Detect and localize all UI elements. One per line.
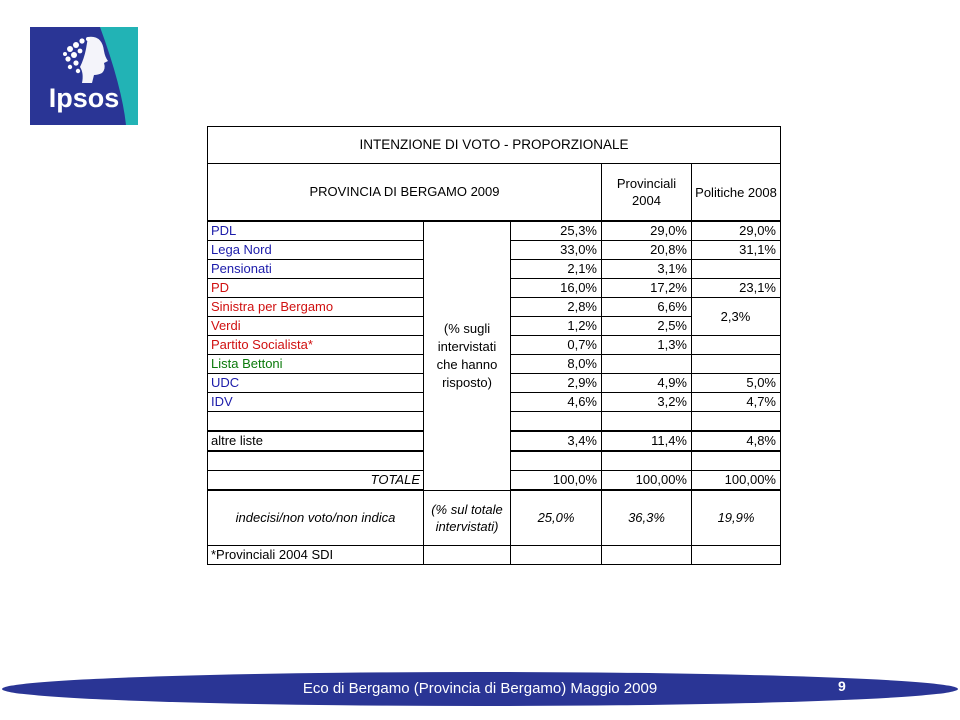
- empty-cell: [511, 546, 602, 565]
- party-name: Lista Bettoni: [208, 355, 424, 374]
- party-name: [208, 412, 424, 432]
- vote-intention-table: [207, 126, 781, 565]
- value-2009: 2,1%: [511, 260, 602, 279]
- value-2009: 4,6%: [511, 393, 602, 412]
- value-2009: 100,0%: [511, 471, 602, 491]
- value-2008: 31,1%: [692, 241, 781, 260]
- value-2008: 5,0%: [692, 374, 781, 393]
- party-name: Sinistra per Bergamo: [208, 298, 424, 317]
- value-2004: [602, 412, 692, 432]
- ipsos-logo: [30, 27, 138, 125]
- value-2008: 19,9%: [692, 490, 781, 546]
- value-2009: 3,4%: [511, 431, 602, 451]
- table-row-undecided: [208, 490, 781, 546]
- value-2009: 0,7%: [511, 336, 602, 355]
- col-header-politiche: Politiche 2008: [692, 164, 781, 222]
- total-label: TOTALE: [208, 471, 424, 491]
- empty-cell: [602, 546, 692, 565]
- value-2009: 33,0%: [511, 241, 602, 260]
- value-2009: [511, 451, 602, 471]
- response-note: (% sugli intervistati che hanno risposto): [424, 221, 511, 490]
- value-2004: 36,3%: [602, 490, 692, 546]
- value-2004: 6,6%: [602, 298, 692, 317]
- logo-text: Ipsos: [48, 83, 120, 113]
- value-2009: 25,3%: [511, 221, 602, 241]
- footer-text: Eco di Bergamo (Provincia di Bergamo) Maggio 2009: [302, 680, 658, 697]
- value-2008: 4,7%: [692, 393, 781, 412]
- party-name: PD: [208, 279, 424, 298]
- col-header-provinciali: Provinciali 2004: [602, 164, 692, 222]
- value-2009: [511, 412, 602, 432]
- table-row-footnote: [208, 546, 781, 565]
- party-name: PDL: [208, 221, 424, 241]
- party-name: [208, 451, 424, 471]
- value-2009: 1,2%: [511, 317, 602, 336]
- value-2009: 2,9%: [511, 374, 602, 393]
- value-2004: 3,1%: [602, 260, 692, 279]
- value-2008: 100,00%: [692, 471, 781, 491]
- value-2004: 1,3%: [602, 336, 692, 355]
- empty-cell: [424, 546, 511, 565]
- value-2008: [692, 336, 781, 355]
- party-name: Partito Socialista*: [208, 336, 424, 355]
- value-2004: [602, 451, 692, 471]
- value-2004: 20,8%: [602, 241, 692, 260]
- undecided-note: (% sul totale intervistati): [424, 490, 511, 546]
- party-name: Verdi: [208, 317, 424, 336]
- party-name: Pensionati: [208, 260, 424, 279]
- footnote: *Provinciali 2004 SDI: [208, 546, 424, 565]
- value-2009: 16,0%: [511, 279, 602, 298]
- value-2009: 8,0%: [511, 355, 602, 374]
- value-2004: 17,2%: [602, 279, 692, 298]
- undecided-label: indecisi/non voto/non indica: [208, 490, 424, 546]
- party-name: altre liste: [208, 431, 424, 451]
- table-row: [208, 221, 781, 241]
- value-2004: 2,5%: [602, 317, 692, 336]
- value-2009: 25,0%: [511, 490, 602, 546]
- party-name: UDC: [208, 374, 424, 393]
- page-number: 9: [838, 678, 846, 694]
- value-2004: 4,9%: [602, 374, 692, 393]
- value-2008: [692, 451, 781, 471]
- table-subtitle: PROVINCIA DI BERGAMO 2009: [208, 164, 602, 222]
- value-2004: 100,00%: [602, 471, 692, 491]
- value-2009: 2,8%: [511, 298, 602, 317]
- value-2008: [692, 260, 781, 279]
- table-title: INTENZIONE DI VOTO - PROPORZIONALE: [208, 127, 781, 164]
- party-name: IDV: [208, 393, 424, 412]
- value-2008: 29,0%: [692, 221, 781, 241]
- value-2008: 23,1%: [692, 279, 781, 298]
- vote-intention-table-wrap: [207, 126, 781, 565]
- empty-cell: [692, 546, 781, 565]
- value-2004: 29,0%: [602, 221, 692, 241]
- value-2008: [692, 412, 781, 432]
- value-2008: 4,8%: [692, 431, 781, 451]
- value-2008: [692, 355, 781, 374]
- party-name: Lega Nord: [208, 241, 424, 260]
- value-2004: 11,4%: [602, 431, 692, 451]
- value-2004: [602, 355, 692, 374]
- value-2008-merged: 2,3%: [692, 298, 781, 336]
- value-2004: 3,2%: [602, 393, 692, 412]
